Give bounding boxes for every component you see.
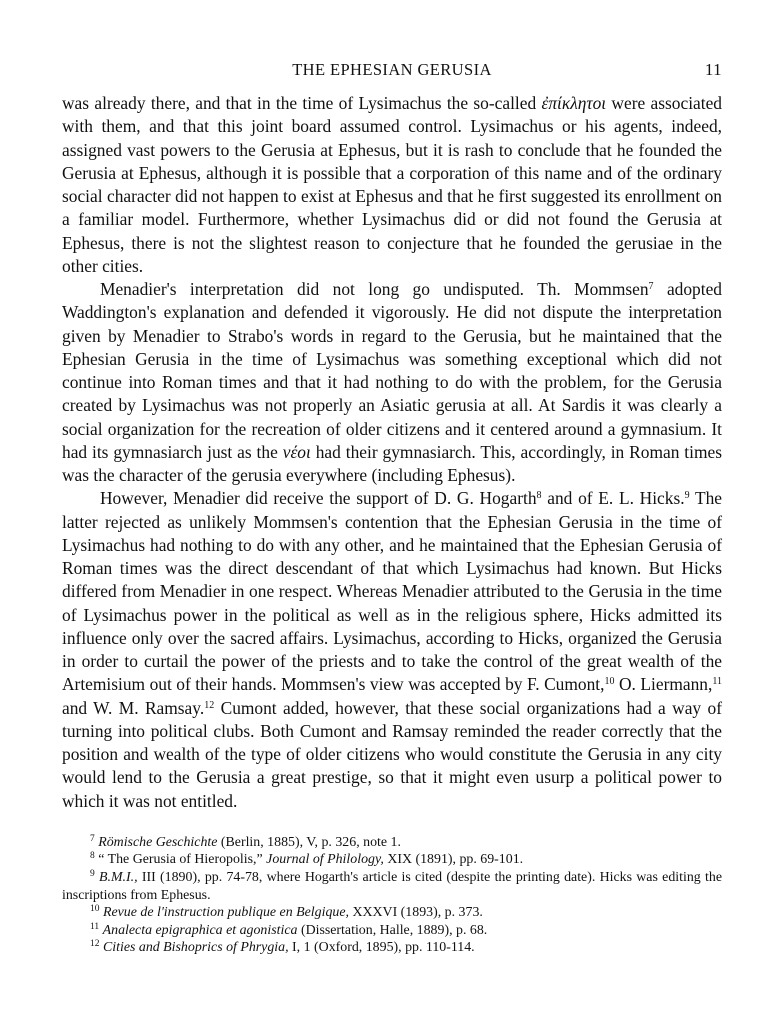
text-run: had their gymnasiarch. This, accordingly, in Roman times was the character of the gerusia everywhere (including Ephesus).: [62, 441, 722, 485]
text-run: The latter rejected as unlikely Mommsen's contention that the Ephesian Gerusia in the time of Lysimachus had nothing to do with any other, and he maintained that the Ephesian Gerusia of Roman times was the direct descendant of that which Lysimachus had known. But Hicks differed from Menadier in one respect. Whereas Menadier attributed to the Gerusia in the time of Lysimachus power in the political as well as in the religious sphere, Hicks admitted its influence only over the sacred affairs. Lysimachus, according to Hicks, organized the Gerusia in order to curtail the power of the priests and to take the control of the great wealth of the Artemisium out of their hands. Mommsen's view was accepted by F. Cumont,: [62, 488, 722, 695]
text-run: Menadier's interpretation did not long go undisputed. Th. Mommsen: [100, 279, 649, 299]
footnote-number: 10: [90, 904, 100, 915]
text-run: Cumont added, however, that these social organizations had a way of turning into political clubs. Both Cumont and Ramsay reminded the reader correctly that the position and wealth of the type of older citizens who would constitute the Gerusia in any city would lend to the Gerusia a great prestige, so that it might even usurp a political power to which it was not entitled.: [62, 697, 722, 811]
footnote-text: XXXVI (1893), p. 373.: [348, 905, 483, 921]
footnote-number: 8: [90, 851, 95, 862]
footnote-number: 9: [90, 868, 95, 879]
footnote-12: [62, 939, 722, 957]
text-run: and of E. L. Hicks.: [541, 488, 685, 509]
text-run: was already there, and that in the time of Lysimachus the so-called: [62, 93, 542, 113]
text-run: were associated with them, and that this joint board assumed control. Lysimachus or his agents, indeed, assigned vast powers to the Gerusia at Ephesus, but it is rash to conclude that he founded the Gerusia at Ephesus, although it is possible that a corporation of this name and of the ordinary social character did not happen to exist at Ephesus and that he first suggested its enrollment on a familiar model. Furthermore, whether Lysimachus did or did not found the Gerusia at Ephesus, there is not the slightest reason to conjecture that he founded the gerusiae in the other cities.: [62, 93, 722, 276]
footnote-10: [62, 904, 722, 922]
book-page: [62, 56, 722, 957]
footnote-title: Cities and Bishoprics of Phrygia,: [102, 940, 289, 956]
footnote-11: [62, 922, 722, 940]
footnote-title: Journal of Philology,: [266, 852, 384, 868]
footnote-ref-11: 11: [712, 676, 722, 688]
greek-term-epikletoi: ἐπίκλητοι: [541, 93, 607, 113]
footnote-title: Analecta epigraphica et agonistica: [102, 922, 298, 938]
text-run: However, Menadier did receive the support of D. G. Hogarth: [100, 488, 537, 509]
paragraph-3: [62, 487, 722, 813]
footnote-text: XIX (1891), pp. 69-101.: [383, 852, 524, 868]
footnote-ref-10: 10: [604, 676, 615, 688]
paragraph-1: [62, 92, 722, 278]
footnote-ref-12: 12: [204, 699, 215, 711]
footnote-ref-9: 9: [684, 490, 690, 502]
footnote-text: III (1890), pp. 74-78, where Hogarth's article is cited (despite the printing date). Hicks was editing the inscriptions from Ephesus.: [62, 869, 722, 903]
footnote-title: Revue de l'instruction publique en Belgique,: [102, 905, 349, 921]
running-title: THE EPHESIAN GERUSIA: [292, 60, 492, 79]
footnote-ref-8: 8: [536, 490, 542, 502]
footnote-number: 7: [90, 833, 95, 844]
footnote-text: (Berlin, 1885), V, p. 326, note 1.: [217, 834, 401, 850]
footnote-ref-7: 7: [648, 281, 654, 292]
page-number: 11: [704, 60, 722, 79]
paragraph-2: [62, 278, 722, 487]
footnote-title: B.M.I.,: [99, 869, 138, 885]
footnote-title: Römische Geschichte: [98, 834, 218, 850]
running-header: [62, 56, 722, 82]
main-text: [62, 92, 722, 813]
footnote-9: [62, 869, 722, 904]
footnote-8: [62, 851, 722, 869]
footnotes: [62, 834, 722, 957]
text-run: O. Liermann,: [614, 674, 713, 695]
footnote-text: “ The Gerusia of Hieropolis,”: [98, 852, 267, 868]
greek-term-neoi: νέοι: [282, 441, 311, 462]
footnote-number: 11: [90, 921, 100, 932]
footnote-text: I, 1 (Oxford, 1895), pp. 110-114.: [288, 940, 475, 956]
footnote-number: 12: [90, 939, 100, 950]
text-run: adopted Waddington's explanation and defended it vigorously. He did not dispute the interpretation given by Menadier to Strabo's words in regard to the Gerusia, but he maintained that the Ephesian Gerusia in the time of Lysimachus was something exceptional which did not continue into Roman times and that it had nothing to do with the problem, for the Gerusia created by Lysimachus was not properly an Asiatic gerusia at all. At Sardis it was clearly a social organization for the recreation of older citizens and it centered around a gymnasium. It had its gymnasiarch just as the: [62, 279, 722, 462]
text-run: and W. M. Ramsay.: [62, 697, 205, 718]
footnote-text: (Dissertation, Halle, 1889), p. 68.: [297, 922, 488, 938]
footnote-7: [62, 834, 722, 852]
